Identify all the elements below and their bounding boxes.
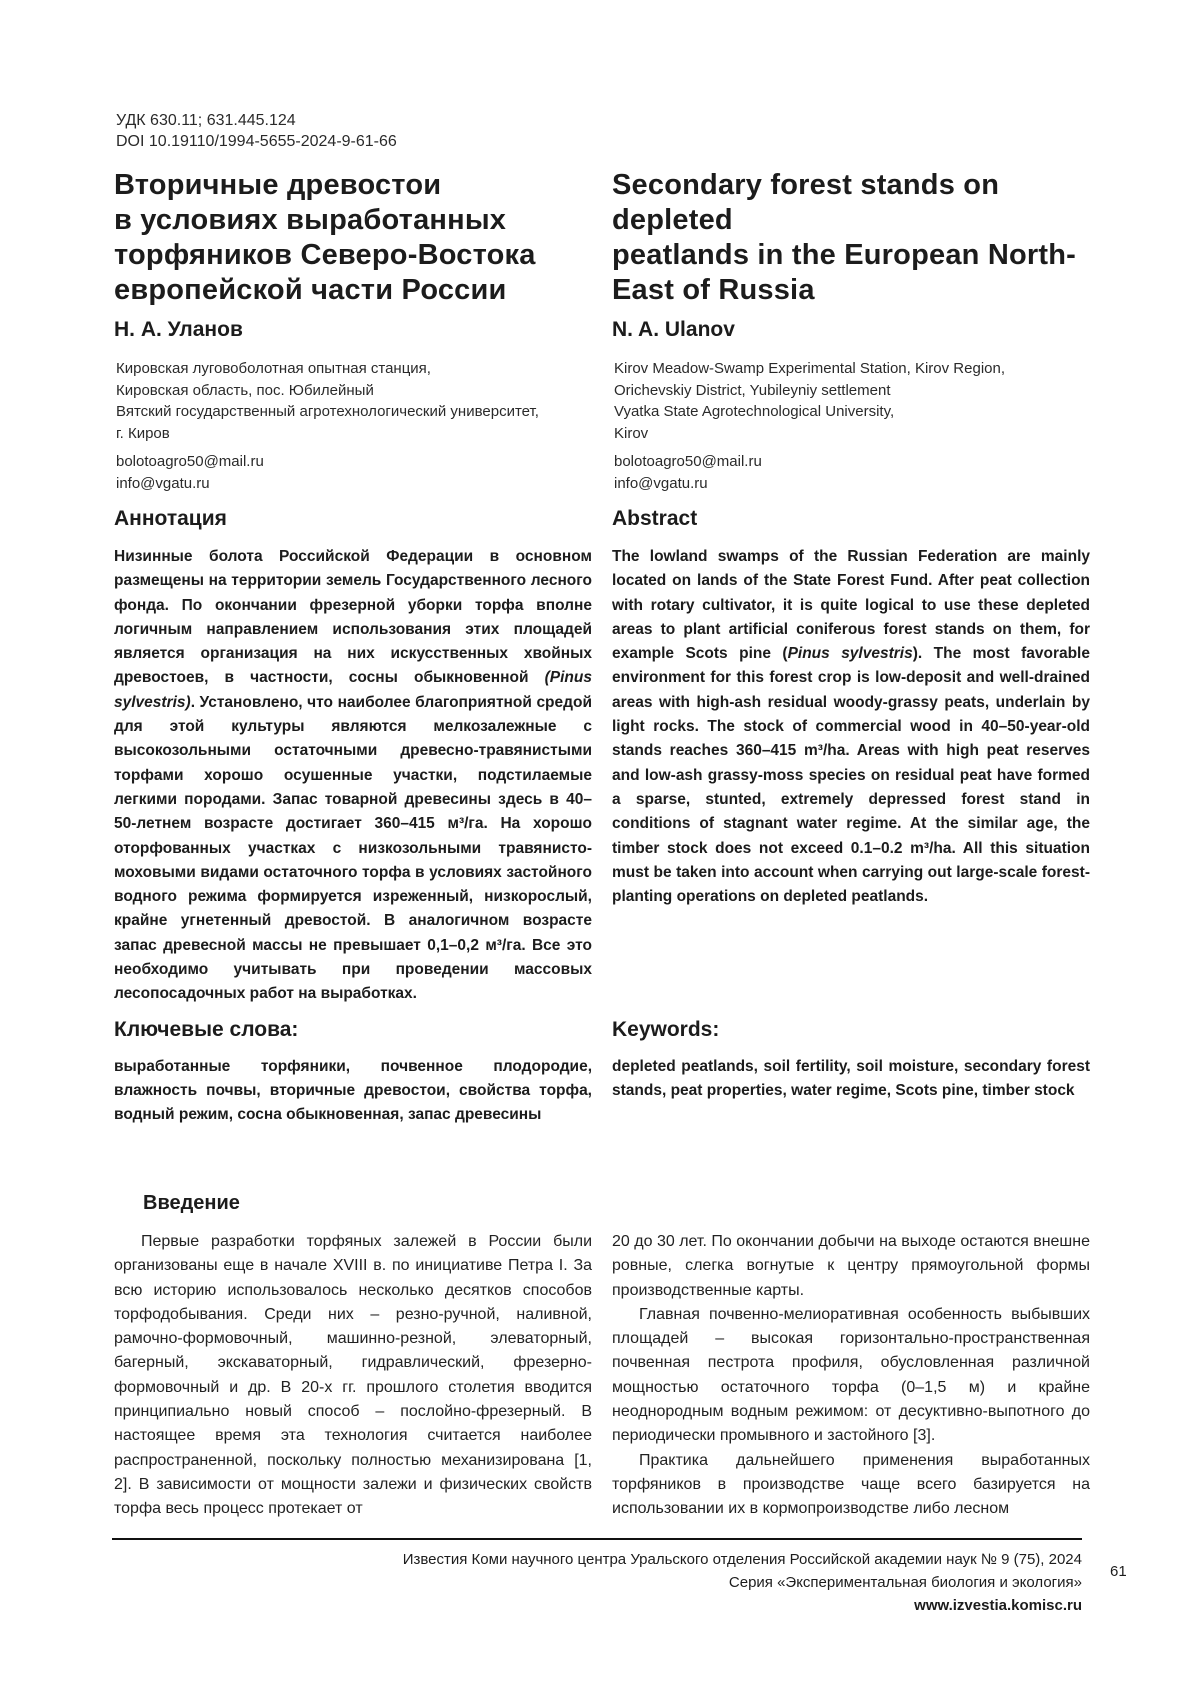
title-ru-line: европейской части России: [114, 274, 507, 306]
affiliation-en-line: Kirov: [614, 424, 649, 442]
journal-series: Серия «Экспериментальная биология и экология»: [728, 1574, 1082, 1591]
abstract-ru-text: Низинные болота Российской Федерации в основном размещены на территории земель Государственного лесного фонда. По окончании фрезерной уборки торфа вполне логичным направлением использования этих площадей является организация на них искусственных хвойных древостоев, в частности, сосны обыкновенной: [114, 548, 592, 687]
body-paragraph: Практика дальнейшего применения выработанных торфяников в производстве чаще всего базируется на использовании их в кормопроизводстве либо лесном: [612, 1451, 1090, 1518]
latin-name: Pinus sylvestris: [787, 645, 913, 663]
abstract-heading-ru: Аннотация: [114, 507, 227, 530]
footer-divider: [112, 1538, 1082, 1540]
title-en-line: Secondary forest stands on depleted: [612, 169, 1000, 236]
latin-name: (Pinus sylvestris): [114, 669, 592, 711]
emails-ru: [116, 451, 264, 494]
affiliation-en-line: Vyatka State Agrotechnological University,: [614, 403, 895, 420]
title-ru-line: в условиях выработанных: [114, 204, 507, 236]
intro-right-column: [612, 1230, 1090, 1522]
affiliation-ru-line: Кировская область, пос. Юбилейный: [116, 381, 374, 399]
body-paragraph: Главная почвенно-мелиоративная особенность выбывших площадей – высокая горизонтально-пространственная почвенная пестрота профиля, обусловленная различной мощностью остаточного торфа (0–1,5 м) и крайне неоднородным водным режимом: от десуктивно-выпотного до периодически промывного и застойного [3].: [612, 1305, 1090, 1445]
author-ru: Н. А. Уланов: [114, 318, 243, 341]
title-en-line: East of Russia: [612, 274, 815, 306]
abstract-en: [612, 545, 1090, 909]
keywords-en: depleted peatlands, soil fertility, soil moisture, secondary forest stands, peat properties, water regime, Scots pine, timber stock: [612, 1058, 1090, 1099]
journal-url[interactable]: www.izvestia.komisc.ru: [914, 1597, 1082, 1614]
affiliation-ru-line: г. Киров: [116, 424, 170, 442]
email-link[interactable]: bolotoagro50@mail.ru: [116, 453, 264, 470]
affiliation-en: [614, 358, 1094, 444]
intro-heading: Введение: [143, 1192, 240, 1214]
affiliation-en-line: Kirov Meadow-Swamp Experimental Station, Kirov Region,: [614, 360, 1006, 377]
body-paragraph: 20 до 30 лет. По окончании добычи на выходе остаются внешне ровные, слегка вогнутые к центру прямоугольной формы производственные карты.: [612, 1233, 1090, 1299]
title-en-line: peatlands in the European North-: [612, 239, 1076, 271]
abstract-en-text: The lowland swamps of the Russian Federation are mainly located on lands of the State Forest Fund. After peat collection with rotary cultivator, it is quite logical to use these depleted areas to plant artificial coniferous forest stands on them, for example Scots pine (: [612, 548, 1090, 663]
author-en: N. A. Ulanov: [612, 318, 735, 341]
affiliation-ru-line: Кировская луговоболотная опытная станция,: [116, 360, 431, 377]
doi: DOI 10.19110/1994-5655-2024-9-61-66: [116, 133, 397, 150]
body-paragraph: Первые разработки торфяных залежей в России были организованы еще в начале XVIII в. по инициативе Петра I. За всю историю использовалось несколько десятков способов торфодобывания. Среди них – резно-ручной, наливной, рамочно-формовочный, машинно-резной, элеваторный, багерный, экскаваторный, гидравлический, фрезерно-формовочный и др. В 20-х гг. прошлого столетия вводится принципиально новый способ – послойно-фрезерный. В настоящее время эта технология считается наиболее распространенной, поскольку полностью механизирована [1, 2]. В зависимости от мощности залежи и физических свойств торфа весь процесс протекает от: [114, 1233, 592, 1518]
abstract-ru-text: . Установлено, что наиболее благоприятной средой для этой культуры являются мелкозалежные с высокозольными остаточными древесно-травянистыми торфами хорошо осушенные участки, подстилаемые легкими породами. Запас товарной древесины здесь в 40–50-летнем возрасте достигает 360–415 м³/га. На хорошо оторфованных участках с низкозольными травянисто-моховыми видами остаточного торфа в условиях застойного водного режима формируется изреженный, низкорослый, крайне угнетенный древостой. В аналогичном возрасте запас древесной массы не превышает 0,1–0,2 м³/га. Все это необходимо учитывать при проведении массовых лесопосадочных работ на выработках.: [114, 693, 592, 1003]
intro-left-column: [114, 1230, 592, 1522]
title-ru-line: Вторичные древостои: [114, 169, 442, 201]
email-link[interactable]: bolotoagro50@mail.ru: [614, 453, 762, 470]
email-link[interactable]: info@vgatu.ru: [116, 474, 210, 492]
affiliation-en-line: Orichevskiy District, Yubileyniy settlement: [614, 381, 891, 399]
affiliation-ru-line: Вятский государственный агротехнологический университет,: [116, 403, 539, 420]
page-number: 61: [1110, 1563, 1127, 1580]
journal-name: Известия Коми научного центра Уральского отделения Российской академии наук № 9 (75), 2024: [402, 1551, 1082, 1568]
keywords-ru: выработанные торфяники, почвенное плодородие, влажность почвы, вторичные древостои, свойства торфа, водный режим, сосна обыкновенная, запас древесины: [114, 1058, 592, 1123]
title-ru-line: торфяников Северо-Востока: [114, 239, 536, 271]
email-link[interactable]: info@vgatu.ru: [614, 474, 708, 492]
journal-footer: [403, 1548, 1082, 1617]
udk-code: УДК 630.11; 631.445.124: [116, 112, 296, 129]
emails-en: [614, 451, 762, 494]
abstract-heading-en: Abstract: [612, 507, 698, 530]
keywords-heading-ru: Ключевые слова:: [114, 1018, 299, 1041]
title-ru: [114, 168, 594, 308]
abstract-ru: [114, 545, 592, 1007]
abstract-en-text: ). The most favorable environment for this forest crop is low-deposit and well-drained areas with high-ash residual woody-grassy peats, underlain by light rocks. The stock of commercial wood in 40–50-year-old stands reaches 360–415 m³/ha. Areas with high peat reserves and low-ash grassy-moss species on residual peat have formed a sparse, stunted, extremely depressed forest stand in conditions of stagnant water regime. At the similar age, the timber stock does not exceed 0.1–0.2 m³/ha. All this situation must be taken into account when carrying out large-scale forest-planting operations on depleted peatlands.: [612, 645, 1090, 906]
affiliation-ru: [116, 358, 596, 444]
keywords-heading-en: Keywords:: [612, 1018, 720, 1041]
title-en: [612, 168, 1092, 308]
